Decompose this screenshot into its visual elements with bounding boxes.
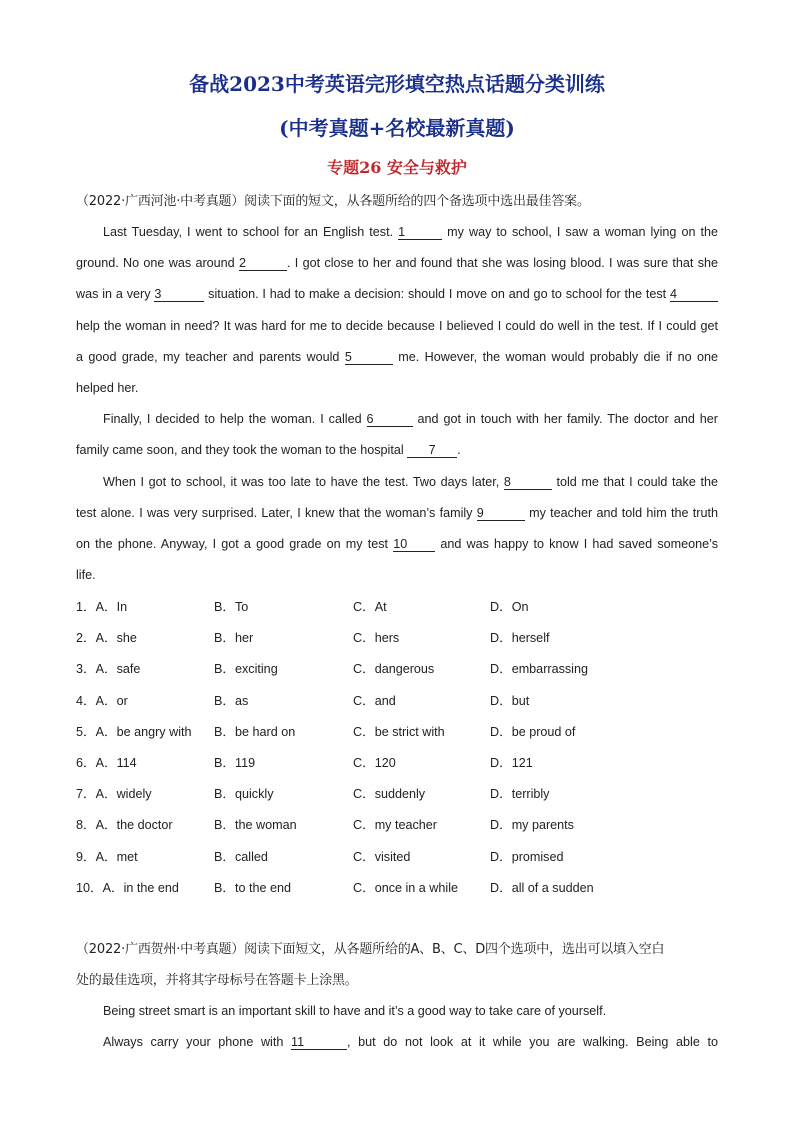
option-b: B．to the end — [214, 880, 292, 895]
question-row — [76, 812, 718, 843]
question-row — [76, 656, 718, 687]
option-c: C．hers — [353, 631, 400, 646]
blank: 3 — [154, 287, 204, 302]
text-line: Finally, I decided to help the woman. I called 6 and got in touch with her family. The doctor and her — [103, 412, 718, 427]
passage2-text — [76, 996, 718, 1058]
blank: 7 — [407, 443, 457, 458]
blank: 10 — [393, 537, 435, 552]
blank: 2 — [239, 256, 287, 271]
question-row — [76, 625, 718, 656]
page-subtitle: (中考真题+名校最新真题) — [279, 116, 515, 140]
question-row — [76, 781, 718, 812]
option-a: 8．A．the doctor — [76, 818, 173, 833]
option-a: 5．A．be angry with — [76, 724, 192, 739]
source-line: （2022·广西贺州·中考真题）阅读下面短文，从各题所给的A、B、C、D四个选项中，选出可以填入空白 — [76, 942, 665, 957]
blank: 11 — [291, 1035, 347, 1050]
text-line: test alone. I was very surprised. Later, I knew that the woman’s family 9 my teacher and told him the truth — [76, 505, 718, 520]
option-d: D．promised — [490, 849, 564, 864]
option-c: C．At — [353, 600, 387, 614]
blank: 1 — [398, 225, 442, 240]
text-line: Last Tuesday, I went to school for an English test. 1 my way to school, I saw a woman lying on the — [103, 225, 718, 239]
option-d: D．embarrassing — [490, 662, 588, 677]
option-d: D．terribly — [490, 787, 550, 802]
question-row — [76, 594, 718, 625]
text-line: Always carry your phone with 11 , but do not look at it while you are walking. Being able to — [103, 1035, 718, 1050]
passage1-text — [76, 217, 718, 591]
question-options — [76, 594, 718, 906]
question-row — [76, 719, 718, 750]
passage1-source: （2022·广西河池·中考真题）阅读下面的短文，从各题所给的四个备选项中选出最佳答案。 — [76, 194, 590, 209]
text-line: family came soon, and they took the woman to the hospital 7 . — [76, 443, 461, 458]
question-row — [76, 750, 718, 781]
option-b: B．exciting — [214, 662, 278, 677]
text-line: ground. No one was around 2 . I got close to her and found that she was losing blood. I was sure that she — [76, 256, 718, 271]
option-b: B．be hard on — [214, 724, 296, 739]
text-line: on the phone. Anyway, I got a good grade on my test 10 and was happy to know I had saved someone’s — [76, 537, 718, 552]
option-c: C．my teacher — [353, 818, 437, 833]
option-d: D．but — [490, 693, 530, 708]
option-b: B．quickly — [214, 787, 274, 802]
blank: 6 — [367, 412, 413, 427]
passage2-source — [76, 934, 718, 996]
option-c: C．120 — [353, 755, 396, 770]
question-row — [76, 688, 718, 719]
option-c: C．dangerous — [353, 662, 435, 677]
option-a: 1．A．In — [76, 600, 128, 614]
option-c: C．and — [353, 693, 396, 708]
blank: 9 — [477, 506, 525, 521]
blank: 8 — [504, 475, 552, 490]
option-d: D．herself — [490, 631, 550, 646]
page-title: 备战2023中考英语完形填空热点话题分类训练 — [189, 72, 605, 96]
option-d: D．On — [490, 600, 529, 614]
text-line: helped her. — [76, 381, 139, 396]
option-b: B．the woman — [214, 818, 297, 833]
option-b: B．called — [214, 849, 268, 864]
text-line: was in a very 3 situation. I had to make a decision: should I move on and go to school for the test 4 — [76, 279, 718, 310]
option-a: 4．A．or — [76, 693, 128, 708]
text-line: Being street smart is an important skill to have and it’s a good way to take care of yourself. — [103, 1004, 607, 1018]
question-row — [76, 875, 718, 906]
option-c: C．once in a while — [353, 880, 458, 895]
option-b: B．as — [214, 693, 249, 708]
option-d: D．my parents — [490, 818, 574, 833]
text-line: life. — [76, 568, 96, 583]
option-c: C．be strict with — [353, 724, 445, 739]
blank: 5 — [345, 350, 393, 365]
option-a: 10．A．in the end — [76, 880, 179, 895]
option-d: D．all of a sudden — [490, 880, 594, 895]
option-a: 6．A．114 — [76, 755, 137, 770]
text-line: When I got to school, it was too late to have the test. Two days later, 8 told me that I could take the — [103, 474, 718, 489]
question-row — [76, 844, 718, 875]
option-b: B．119 — [214, 755, 256, 770]
option-b: B．To — [214, 600, 249, 614]
topic-heading: 专题26 安全与救护 — [327, 158, 467, 177]
option-d: D．121 — [490, 755, 533, 770]
source-line: 处的最佳选项，并将其字母标号在答题卡上涂黑。 — [76, 973, 358, 988]
option-a: 3．A．safe — [76, 662, 141, 677]
option-b: B．her — [214, 631, 254, 646]
option-c: C．suddenly — [353, 787, 426, 802]
option-c: C．visited — [353, 849, 411, 864]
option-a: 7．A．widely — [76, 787, 152, 802]
blank: 4 — [670, 287, 718, 302]
option-a: 2．A．she — [76, 631, 137, 646]
option-a: 9．A．met — [76, 849, 138, 864]
text-line: a good grade, my teacher and parents would 5 me. However, the woman would probably die if no one — [76, 349, 719, 364]
option-d: D．be proud of — [490, 724, 576, 739]
text-line: help the woman in need? It was hard for me to decide because I believed I could do well in the test. If I could get — [76, 318, 718, 333]
